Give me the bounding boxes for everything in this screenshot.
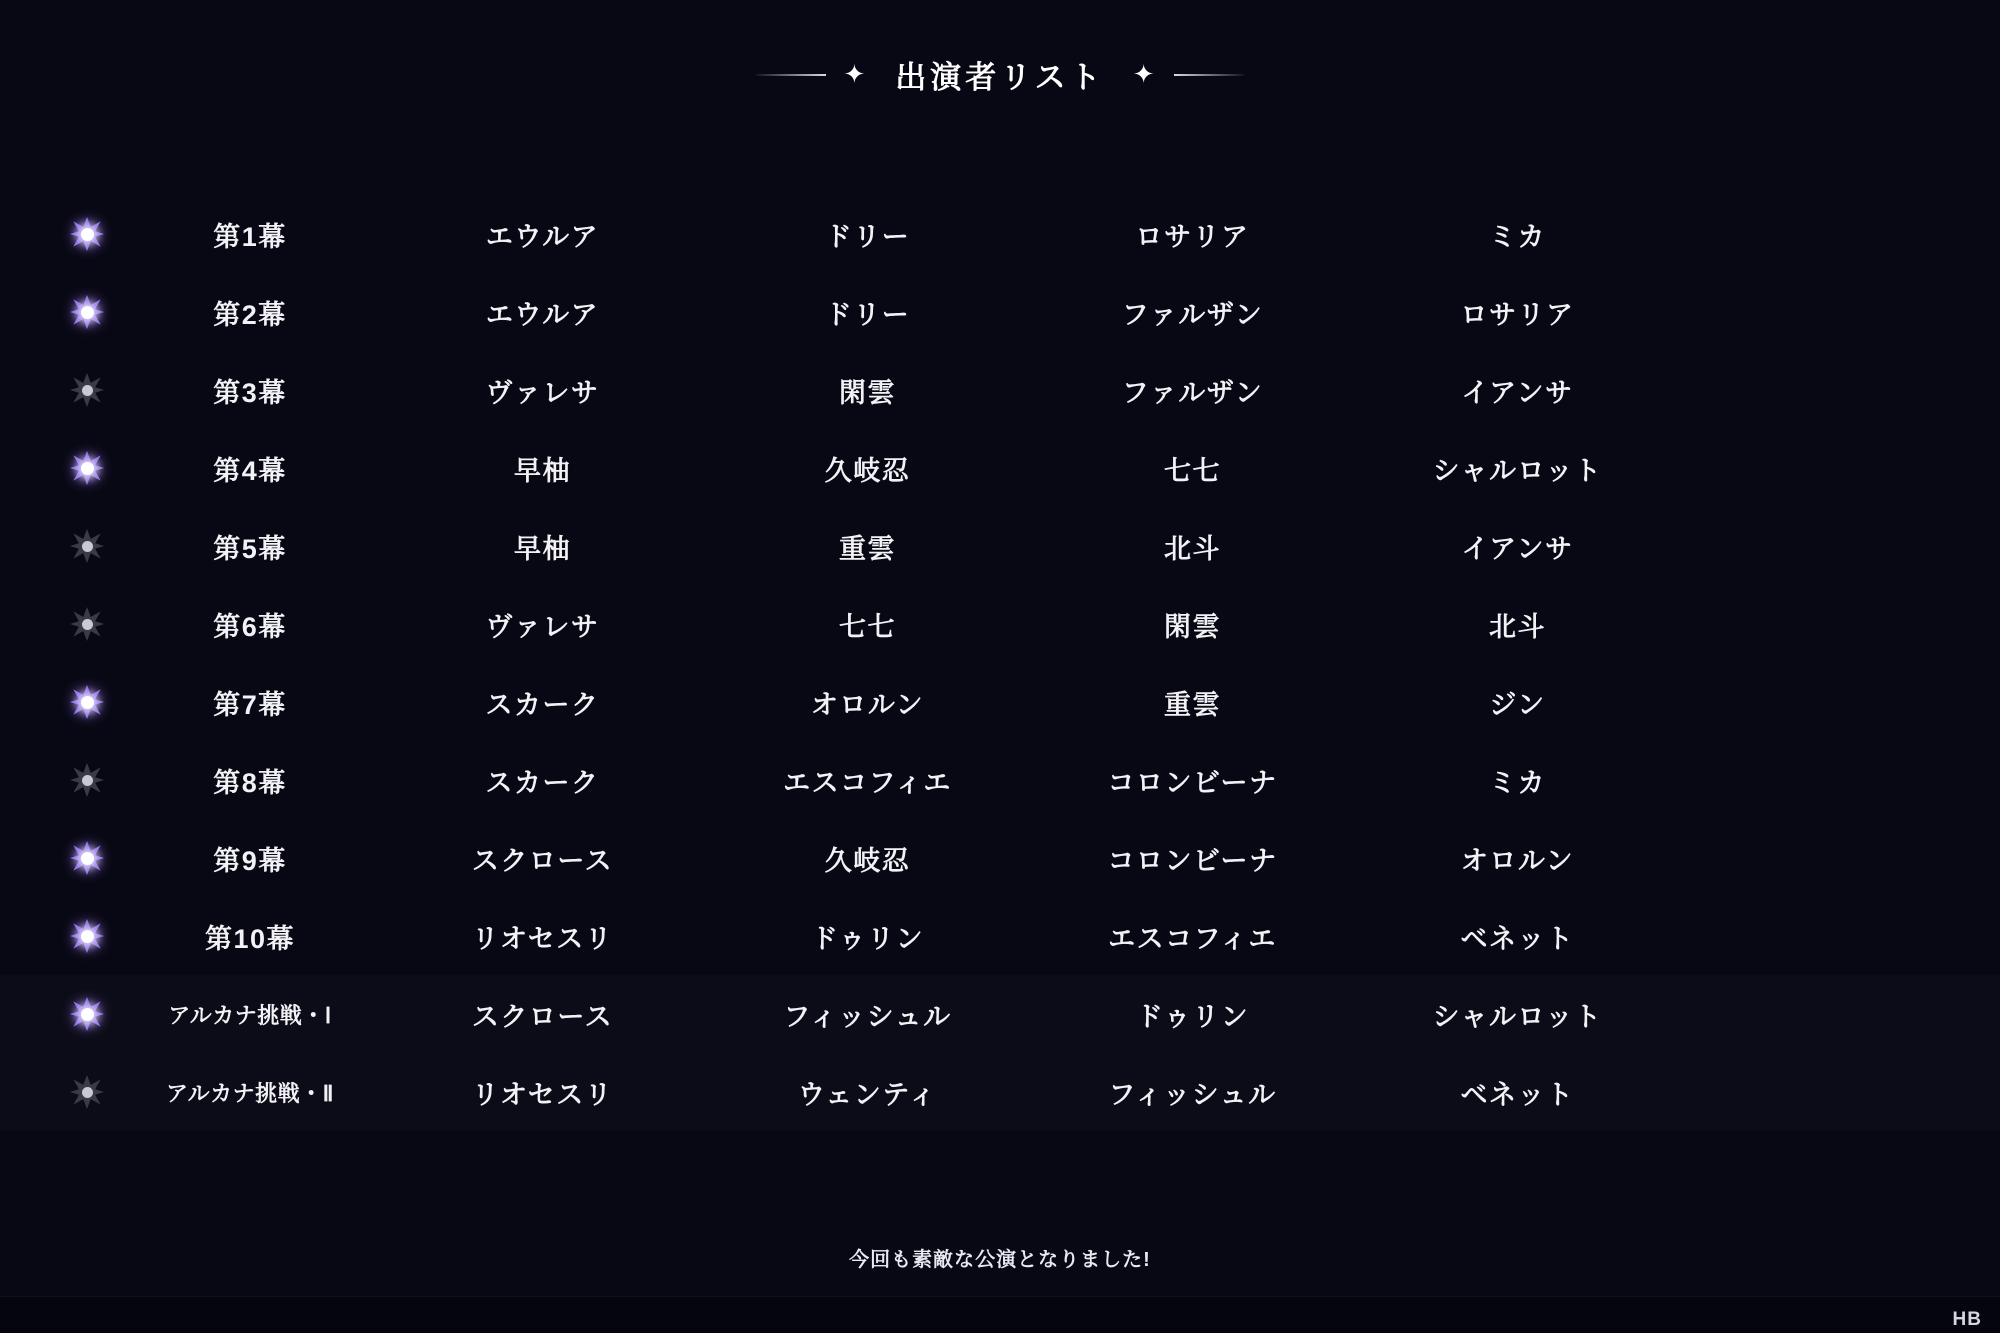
- footer-note: 今回も素敵な公演となりました!: [849, 1249, 1151, 1271]
- character-name: リオセスリ: [471, 1079, 614, 1110]
- arcana-star-lit-icon: [70, 217, 104, 251]
- character-name: フィッシュル: [783, 1001, 952, 1032]
- performer-list: [0, 195, 2000, 1131]
- character-name: 重雲: [839, 533, 896, 564]
- row-icon-cell: [0, 451, 120, 485]
- character-name: エスコフィエ: [783, 767, 952, 798]
- character-name: ロサリア: [1460, 299, 1575, 330]
- arcana-star-dim-icon: [70, 373, 104, 407]
- act-label: 第4幕: [213, 455, 287, 486]
- character-name: ミカ: [1489, 221, 1546, 252]
- arcana-star-lit-icon: [70, 841, 104, 875]
- arcana-star-dim-icon: [70, 1075, 104, 1109]
- act-label: 第5幕: [213, 533, 287, 564]
- row-icon-cell: [0, 217, 120, 251]
- row-icon-cell: [0, 685, 120, 719]
- bottom-edge-bar: [0, 1296, 2000, 1333]
- arcana-star-lit-icon: [70, 685, 104, 719]
- act-label: 第9幕: [213, 845, 287, 876]
- arcana-star-dim-icon: [70, 529, 104, 563]
- character-name: オロルン: [1460, 845, 1575, 876]
- character-name: ジン: [1489, 689, 1546, 720]
- arcana-star-lit-icon: [70, 997, 104, 1031]
- act-label: 第3幕: [213, 377, 287, 408]
- table-row[interactable]: [0, 507, 2000, 585]
- character-name: ロサリア: [1135, 221, 1250, 252]
- act-label: 第7幕: [213, 689, 287, 720]
- table-row[interactable]: [0, 585, 2000, 663]
- character-name: スクロース: [471, 845, 614, 876]
- character-name: ドリー: [824, 221, 911, 252]
- character-name: ベネット: [1460, 1079, 1575, 1110]
- character-name: ドリー: [824, 299, 911, 330]
- row-icon-cell: [0, 1075, 120, 1109]
- arcana-star-dim-icon: [70, 763, 104, 797]
- title-rule-right: [1174, 74, 1244, 76]
- character-name: 久岐忍: [824, 455, 911, 486]
- row-icon-cell: [0, 295, 120, 329]
- row-icon-cell: [0, 607, 120, 641]
- character-name: エウルア: [485, 221, 600, 252]
- character-name: ドゥリン: [810, 923, 925, 954]
- page-title-group: [756, 52, 1245, 97]
- character-name: シャルロット: [1432, 455, 1603, 486]
- character-name: スカーク: [485, 767, 600, 798]
- row-icon-cell: [0, 919, 120, 953]
- character-name: 早柚: [514, 533, 571, 564]
- character-name: ヴァレサ: [485, 611, 600, 642]
- table-row[interactable]: [0, 1053, 2000, 1131]
- character-name: 久岐忍: [824, 845, 911, 876]
- character-name: コロンビーナ: [1107, 845, 1278, 876]
- character-name: 北斗: [1164, 533, 1221, 564]
- character-name: ベネット: [1460, 923, 1575, 954]
- character-name: シャルロット: [1432, 1001, 1603, 1032]
- character-name: エウルア: [485, 299, 600, 330]
- character-name: ファルザン: [1121, 377, 1264, 408]
- character-name: 早柚: [514, 455, 571, 486]
- row-icon-cell: [0, 997, 120, 1031]
- character-name: 重雲: [1164, 689, 1221, 720]
- act-label: 第1幕: [213, 221, 287, 252]
- character-name: コロンビーナ: [1107, 767, 1278, 798]
- character-name: オロルン: [810, 689, 925, 720]
- row-icon-cell: [0, 529, 120, 563]
- act-label: 第2幕: [213, 299, 287, 330]
- character-name: フィッシュル: [1108, 1079, 1277, 1110]
- act-label: 第6幕: [213, 611, 287, 642]
- sparkle-left-icon: ✦: [843, 58, 868, 89]
- character-name: スクロース: [471, 1001, 614, 1032]
- title-rule-left: [756, 74, 826, 76]
- table-row[interactable]: [0, 975, 2000, 1053]
- character-name: 七七: [1164, 455, 1221, 486]
- character-name: イアンサ: [1461, 533, 1574, 564]
- character-name: イアンサ: [1461, 377, 1574, 408]
- table-row[interactable]: [0, 429, 2000, 507]
- character-name: ミカ: [1489, 767, 1546, 798]
- sparkle-right-icon: ✦: [1132, 58, 1157, 89]
- act-label: 第10幕: [204, 923, 296, 954]
- character-name: エスコフィエ: [1108, 923, 1277, 954]
- table-row[interactable]: [0, 897, 2000, 975]
- character-name: 閑雲: [1164, 611, 1221, 642]
- act-label: アルカナ挑戦・Ⅱ: [166, 1080, 334, 1106]
- character-name: スカーク: [485, 689, 600, 720]
- table-row[interactable]: [0, 741, 2000, 819]
- row-icon-cell: [0, 841, 120, 875]
- character-name: ヴァレサ: [485, 377, 600, 408]
- table-row[interactable]: [0, 663, 2000, 741]
- act-label: 第8幕: [213, 767, 287, 798]
- page-header: [0, 0, 2000, 97]
- arcana-star-lit-icon: [70, 919, 104, 953]
- row-icon-cell: [0, 373, 120, 407]
- table-row[interactable]: [0, 273, 2000, 351]
- arcana-star-lit-icon: [70, 451, 104, 485]
- row-icon-cell: [0, 763, 120, 797]
- table-row[interactable]: [0, 351, 2000, 429]
- arcana-star-lit-icon: [70, 295, 104, 329]
- edge-watermark: HB: [1952, 1309, 1982, 1330]
- character-name: ドゥリン: [1135, 1001, 1250, 1032]
- character-name: ウェンティ: [797, 1079, 938, 1110]
- character-name: 七七: [839, 611, 896, 642]
- act-label: アルカナ挑戦・Ⅰ: [168, 1002, 332, 1028]
- page-title: 出演者リスト: [895, 60, 1105, 95]
- character-name: リオセスリ: [471, 923, 614, 954]
- arcana-star-dim-icon: [70, 607, 104, 641]
- table-row[interactable]: [0, 819, 2000, 897]
- character-name: 北斗: [1489, 611, 1546, 642]
- character-name: ファルザン: [1121, 299, 1264, 330]
- table-row[interactable]: [0, 195, 2000, 273]
- character-name: 閑雲: [839, 377, 896, 408]
